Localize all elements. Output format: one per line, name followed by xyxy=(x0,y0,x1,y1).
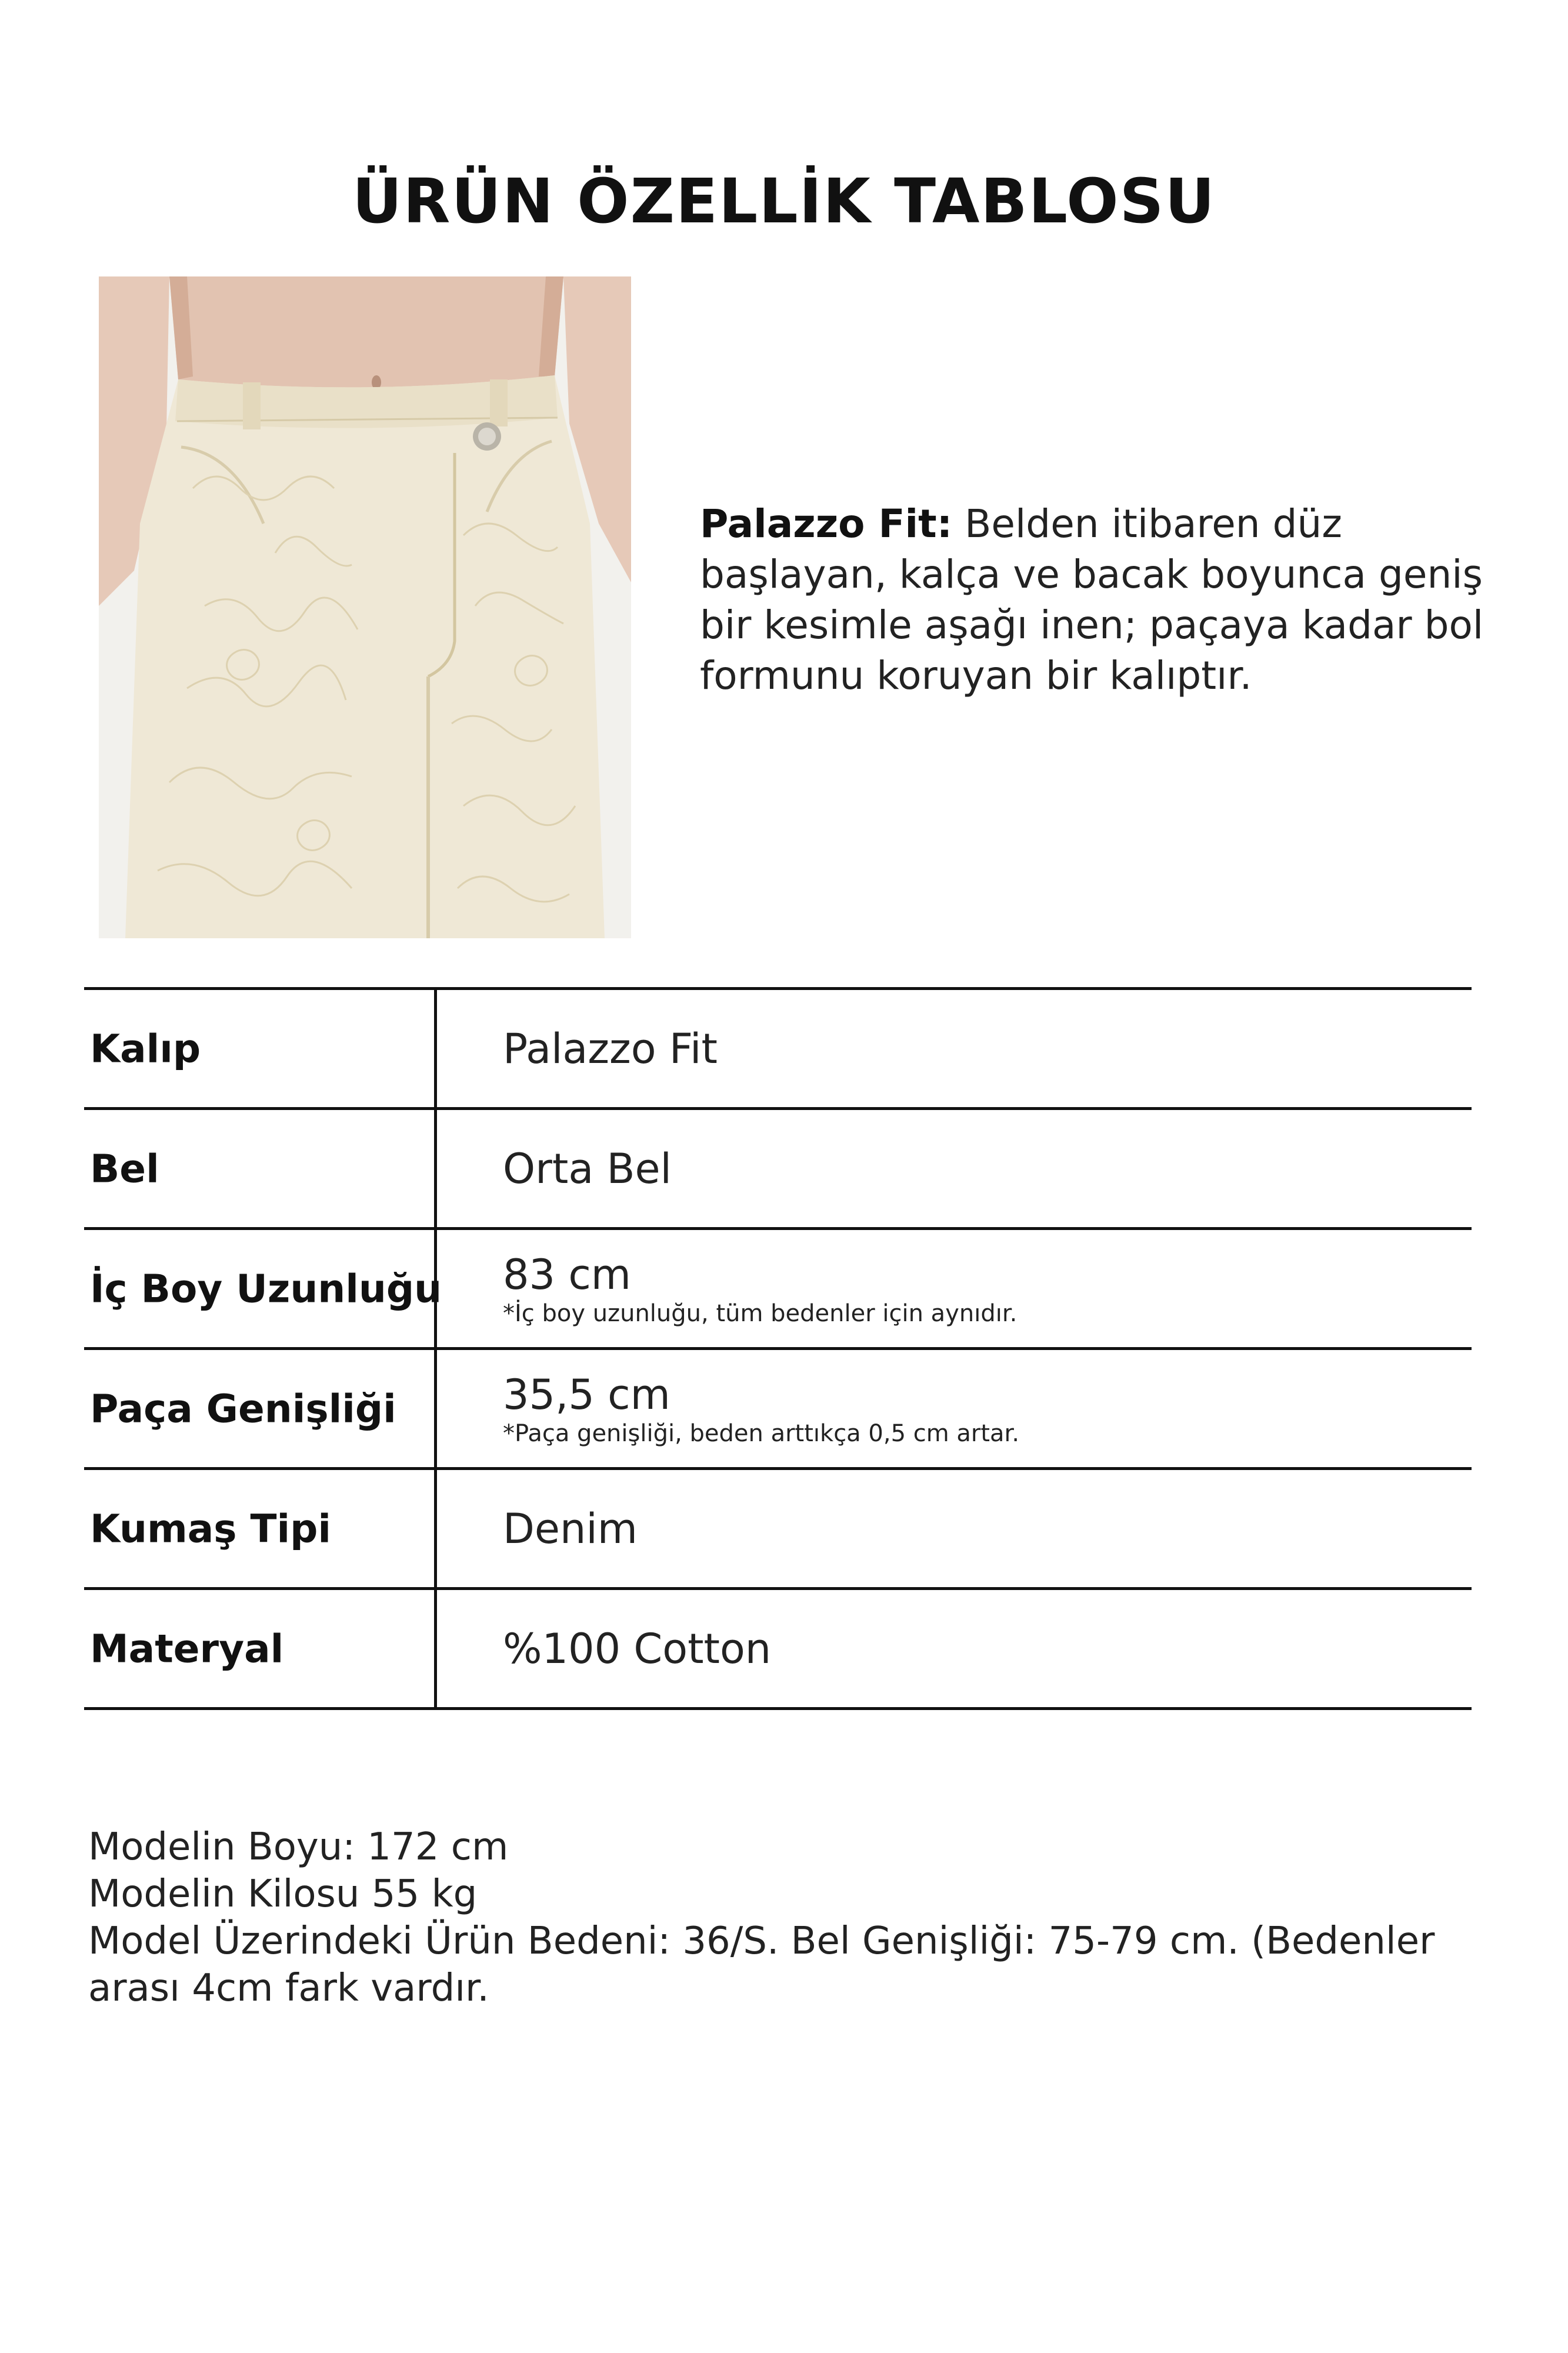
spec-row-ic-boy xyxy=(84,1227,1472,1347)
column-divider xyxy=(434,1470,437,1587)
spec-label: Materyal xyxy=(90,1626,284,1671)
spec-note: *İç boy uzunluğu, tüm bedenler için aynıdır. xyxy=(503,1299,1017,1327)
column-divider xyxy=(434,1590,437,1707)
column-divider xyxy=(434,1110,437,1227)
page-title: ÜRÜN ÖZELLİK TABLOSU xyxy=(352,165,1216,237)
spec-value-cell xyxy=(503,1505,638,1552)
spec-label: İç Boy Uzunluğu xyxy=(90,1266,442,1311)
spec-row-paca xyxy=(84,1347,1472,1467)
fit-description xyxy=(700,499,1523,701)
model-size-note: arası 4cm fark vardır. xyxy=(88,1967,489,2010)
spec-label: Kalıp xyxy=(90,1026,201,1071)
model-weight: Modelin Kilosu 55 kg xyxy=(88,1872,478,1916)
model-info xyxy=(88,1824,1470,2012)
spec-value-cell xyxy=(503,1625,771,1672)
spec-value: %100 Cotton xyxy=(503,1624,772,1673)
column-divider xyxy=(434,990,437,1107)
spec-value: Palazzo Fit xyxy=(503,1024,718,1073)
column-divider xyxy=(434,1350,437,1467)
fit-name: Palazzo Fit: xyxy=(700,501,953,546)
model-height: Modelin Boyu: 172 cm xyxy=(88,1825,509,1869)
spec-label: Kumaş Tipi xyxy=(90,1506,332,1551)
spec-value: 83 cm xyxy=(503,1250,631,1299)
spec-label: Paça Genişliği xyxy=(90,1386,396,1431)
spec-row-materyal xyxy=(84,1587,1472,1710)
spec-value: Denim xyxy=(503,1504,638,1553)
spec-row-kalip xyxy=(84,987,1472,1107)
spec-row-bel xyxy=(84,1107,1472,1227)
spec-value-cell xyxy=(503,1145,672,1192)
fit-description-text: Belden itibaren düz başlayan, kalça ve bacak boyunca geniş bir kesimle aşağı inen; paçaya kadar bol formunu koruyan bir kalıptır. xyxy=(700,501,1484,698)
product-photo-illustration xyxy=(99,276,631,938)
spec-note: *Paça genişliği, beden arttıkça 0,5 cm artar. xyxy=(503,1419,1020,1447)
spec-value-cell xyxy=(503,1371,1019,1447)
spec-table xyxy=(84,987,1472,1710)
model-size: Model Üzerindeki Ürün Bedeni: 36/S. Bel Genişliği: 75-79 cm. (Bedenler xyxy=(88,1919,1435,1963)
spec-value: 35,5 cm xyxy=(503,1370,670,1419)
spec-label: Bel xyxy=(90,1146,159,1191)
spec-row-kumas xyxy=(84,1467,1472,1587)
product-photo xyxy=(99,276,631,938)
spec-value-cell xyxy=(503,1251,1017,1327)
spec-value-cell xyxy=(503,1025,718,1072)
spec-value: Orta Bel xyxy=(503,1144,672,1193)
